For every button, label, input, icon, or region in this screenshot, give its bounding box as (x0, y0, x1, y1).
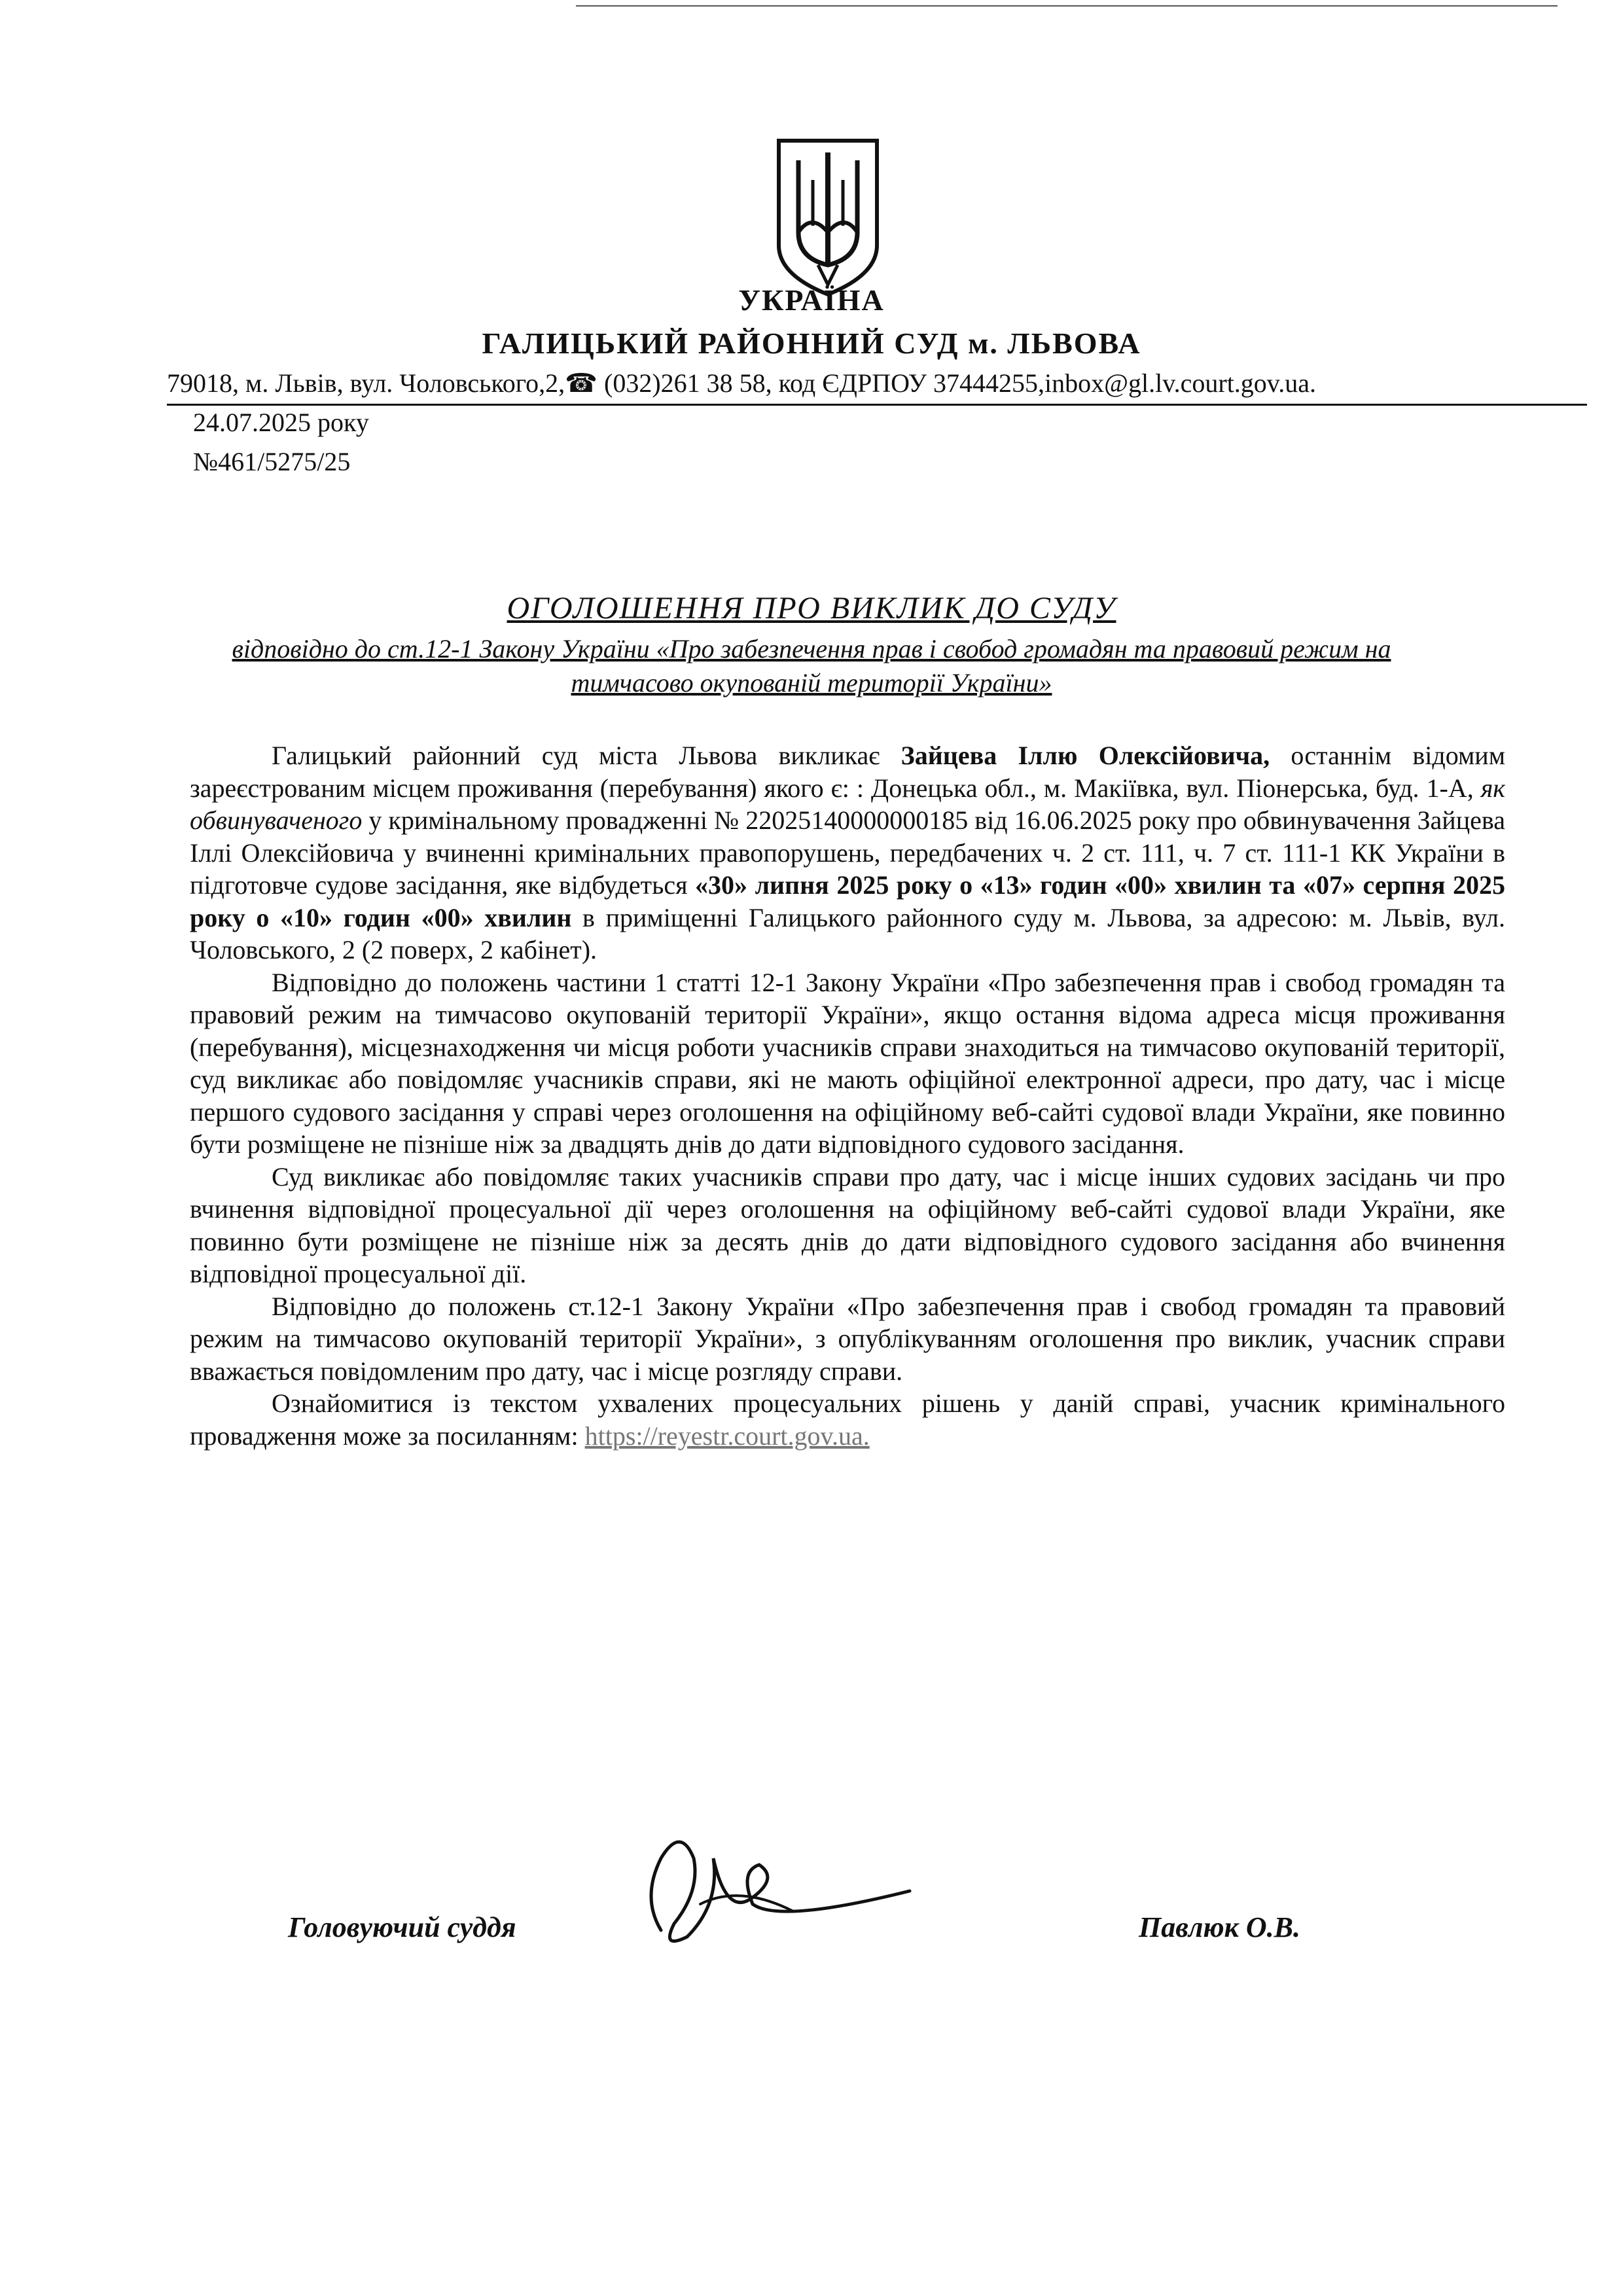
paragraph-registry-link (190, 1387, 1505, 1452)
court-contacts: 79018, м. Львів, вул. Чоловського,2,☎ (032)261 38 58, код ЄДРПОУ 37444255,inbox@gl.lv.court.gov.ua. (167, 368, 1587, 406)
coat-of-arms-icon (772, 134, 883, 298)
paragraph-summons (190, 739, 1505, 966)
summons-text-2: останнім відомим зареєстрованим місцем проживання (перебування) якого є: : Донецька обл., м. Макіївка, вул. Піонерська, буд. 1-А, (190, 741, 1506, 803)
paragraph-law-other-hearings: Суд викликає або повідомляє таких учасників справи про дату, час і місце інших судових засідань чи про вчинення відповідної процесуальної дії через оголошення на офіційному веб-сайті судової влади України, яке повинно бути розміщене не пізніше ніж за десять днів до дати відповідного судового засідання або вчинення відповідної процесуальної дії. (190, 1161, 1505, 1288)
paragraph-law-first-hearing: Відповідно до положень частини 1 статті 12-1 Закону України «Про забезпечення прав і свобод громадян та правовий режим на тимчасово окупованій території України», якщо остання відома адреса місця проживання (перебування), місцезнаходження чи місця роботи учасників справи знаходиться на тимчасово окупованій території, суд викликає або повідомляє учасників справи, які не мають офіційної електронної адреси, про дату, час і місце першого судового засідання у справі через оголошення на офіційному веб-сайті судової влади України, яке повинно бути розміщене не пізніше ніж за двадцять днів до дати відповідного судового засідання. (190, 967, 1505, 1159)
summons-text-3: у кримінальному провадженні № 22025140000000185 від 16.06.2025 року про обвинувачення Зайцева Іллі Олексійовича у вчиненні кримінальних правопорушень, передбачених ч. 2 ст. 111, ч. 7 ст. 111-1 КК України в підготовче судове засідання, яке відбудеться (190, 805, 1505, 900)
top-scan-line (576, 5, 1558, 7)
summons-text-1: Галицький районний суд міста Львова викликає (272, 741, 901, 770)
handwritten-signature (622, 1819, 916, 1963)
summons-text-4: в приміщенні Галицького районного суду м. Львова, за адресою: м. Львів, вул. Чоловського, 2 (2 поверх, 2 кабінет). (190, 902, 1505, 964)
defendant-name: Зайцева Іллю Олексійовича, (901, 741, 1270, 770)
registry-link[interactable]: https://reyestr.court.gov.ua. (584, 1421, 870, 1451)
defendant-role: як обвинуваченого (190, 773, 1505, 835)
paragraph-notified: Відповідно до положень ст.12-1 Закону України «Про забезпечення прав і свобод громадян та правовий режим на тимчасово окупованій території України», з опублікуванням оголошення про виклик, учасник справи вважається повідомленим про дату, час і місце розгляду справи. (190, 1291, 1505, 1386)
notice-title: ОГОЛОШЕННЯ ПРО ВИКЛИК ДО СУДУ (507, 591, 1116, 626)
registration-number: №461/5275/25 (193, 447, 351, 476)
notice-subtitle: відповідно до ст.12-1 Закону України «Про забезпечення прав і свобод громадян та правовий режим на тимчасово окупованій території України» (232, 634, 1391, 698)
document-date: 24.07.2025 року (193, 408, 369, 437)
notice-body (190, 739, 1505, 1452)
judge-name: Павлюк О.В. (1139, 1911, 1301, 1943)
court-name-heading: ГАЛИЦЬКИЙ РАЙОННИЙ СУД м. ЛЬВОВА (482, 327, 1141, 360)
judge-title: Головуючий суддя (288, 1911, 516, 1943)
country-heading: УКРАЇНА (738, 283, 885, 317)
hearing-dates: «30» липня 2025 року о «13» годин «00» хвилин та «07» серпня 2025 року о «10» годин «00» хвилин (190, 870, 1505, 932)
registry-text: Ознайомитися із текстом ухвалених процесуальних рішень у даній справі, учасник кримінального провадження може за посиланням: (190, 1388, 1505, 1451)
